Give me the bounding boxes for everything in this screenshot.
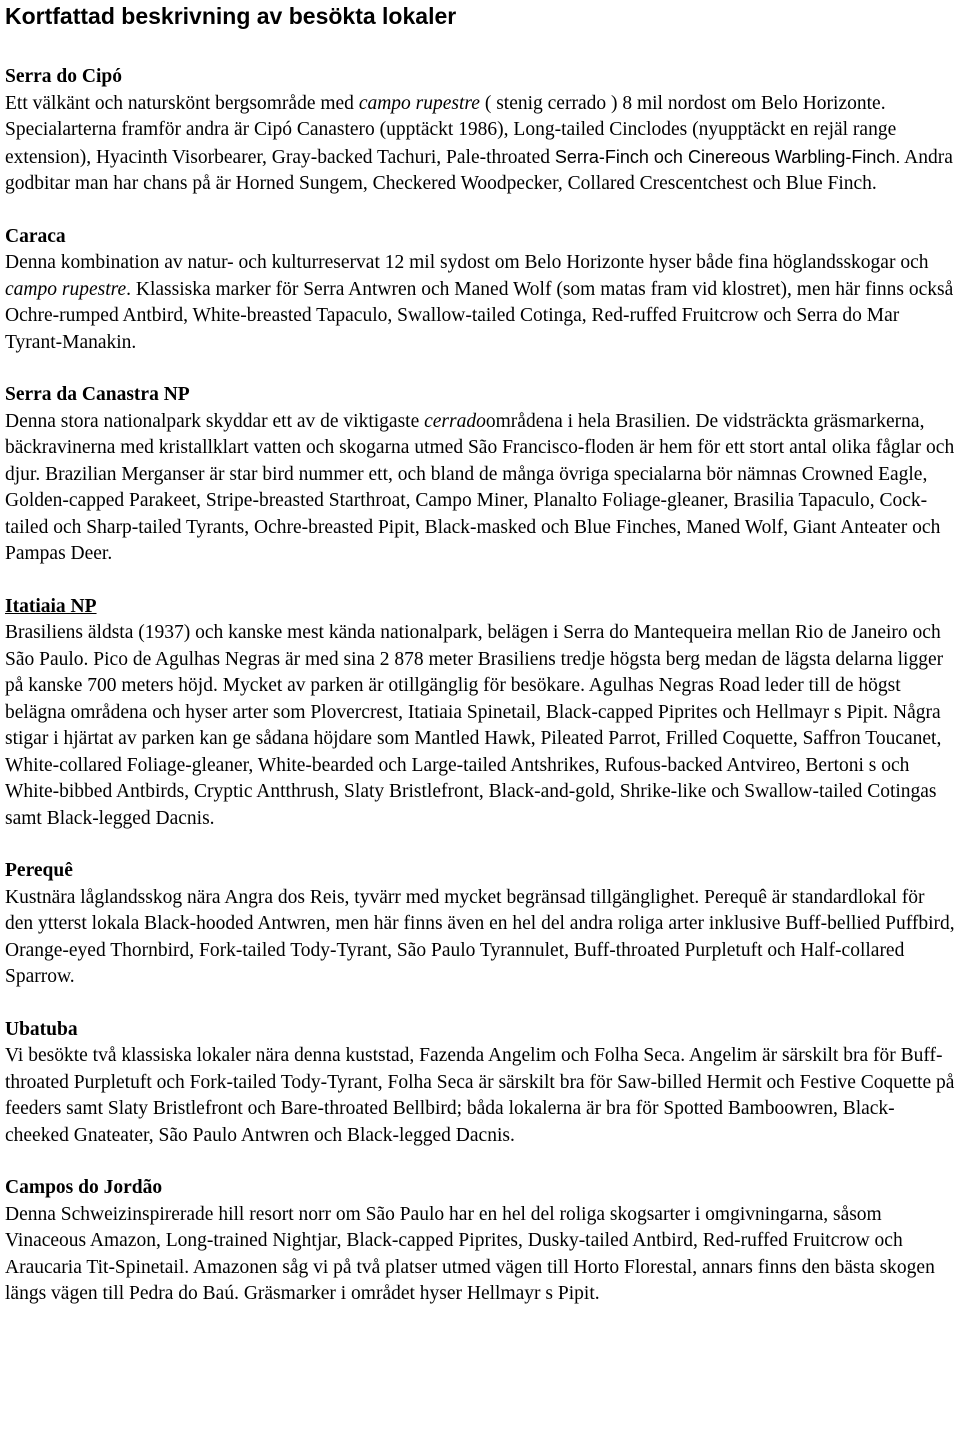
- text-run: Denna kombination av natur- och kulturreservat 12 mil sydost om Belo Horizonte hyser både fina höglandsskogar och: [5, 252, 929, 273]
- text-run: Serra-Finch och Cinereous Warbling-Finch.: [554, 146, 901, 167]
- text-run: . Klassiska marker för Serra Antwren och Maned Wolf (som matas fram vid klostret), men här finns också Ochre-rumped Antbird, White-breasted Tapaculo, Swallow-tailed Cotinga, Red-ruffed Fruitcrow och Serra do Mar Tyrant-Manakin.: [5, 278, 954, 353]
- section-body: [5, 409, 957, 568]
- section-body: [5, 885, 957, 991]
- text-run: campo rupestre: [5, 278, 127, 300]
- section: [5, 594, 957, 833]
- text-run: cerrado: [424, 410, 486, 432]
- section-body: [5, 620, 957, 832]
- section-heading: Campos do Jordão: [5, 1177, 163, 1198]
- text-run: Denna stora nationalpark skyddar ett av de viktigaste: [5, 410, 425, 432]
- sections-container: [5, 64, 957, 1308]
- section: [5, 382, 957, 568]
- section: [5, 1017, 957, 1150]
- document-title: Kortfattad beskrivning av besökta lokaler: [5, 3, 457, 29]
- text-run: Kustnära låglandsskog nära Angra dos Reis, tyvärr med mycket begränsad tillgänglighet. Perequê är standardlokal för den ytterst lokala Black-hooded Antwren, men här finns även en hel del andra roliga arter inklusive Buff-bellied Puffbird, Orange-eyed Thornbird, Fork-tailed Tody-Tyrant, São Paulo Tyrannulet, Buff-throated Purpletuft och Half-collared Sparrow.: [5, 886, 955, 987]
- section-heading: Serra da Canastra NP: [5, 384, 190, 405]
- text-run: ( stenig cerrado ) 8 mil nordost om Belo Horizonte. Specialarterna framför andra är Cipó Canastero (upptäckt 1986), Long-tailed Cinclodes (nyupptäckt en rejäl range extension), Hyacinth Visorbearer, Gray-backed Tachuri, Pale-throated: [5, 92, 897, 168]
- section-body: [5, 1043, 957, 1149]
- section: [5, 64, 957, 198]
- text-run: campo rupestre: [358, 92, 480, 114]
- section-heading: Caraca: [5, 225, 66, 247]
- section-heading: Ubatuba: [5, 1018, 78, 1040]
- text-run: Denna Schweizinspirerade hill resort norr om São Paulo har en hel del roliga skogsarter i omgivningarna, såsom Vinaceous Amazon, Long-trained Nightjar, Black-capped Piprites, Dusky-tailed Antbird, Red-ruffed Fruitcrow och Araucaria Tit-Spinetail. Amazonen såg vi på två platser utmed vägen till Horto Florestal, annars finns den bästa skogen längs vägen till Pedra do Baú. Gräsmarker i området hyser Hellmayr s Pipit.: [5, 1203, 935, 1304]
- section-heading: Perequê: [5, 860, 73, 881]
- section: [5, 1175, 957, 1308]
- text-run: områdena i hela Brasilien. De vidsträckta gräsmarkerna, bäckravinerna med kristallklart vatten och skogarna utmed São Francisco-floden är hem för ett stort antal olika fåglar och djur. Brazilian Merganser är star bird nummer ett, och bland de många övriga specialarna bör nämnas Crowned Eagle, Golden-capped Parakeet, Stripe-breasted Starthroat, Campo Miner, Planalto Foliage-gleaner, Brasilia Tapaculo, Cock-tailed och Sharp-tailed Tyrants, Ochre-breasted Pipit, Black-masked och Blue Finches, Maned Wolf, Giant Anteater och Pampas Deer.: [5, 410, 955, 564]
- text-run: Ett välkänt och naturskönt bergsområde med: [5, 92, 359, 114]
- section-body: [5, 250, 957, 356]
- text-run: Brasiliens äldsta (1937) och kanske mest kända nationalpark, belägen i Serra do Mantequeira mellan Rio de Janeiro och São Paulo. Pico de Agulhas Negras är med sina 2 878 meter Brasiliens tredje högsta berg medan de lägsta delarna ligger på kanske 700 meters höjd. Mycket av parken är otillgänglig för besökare. Agulhas Negras Road leder till de högst belägna områdena och hyser arter som Plovercrest, Itatiaia Spinetail, Black-capped Piprites och Hellmayr s Pipit. Några stigar i hjärtat av parken kan ge sådana höjdare som Mantled Hawk, Pileated Parrot, Frilled Coquette, Saffron Toucanet, White-collared Foliage-gleaner, White-bearded och Large-tailed Antshrikes, Rufous-backed Antvireo, Bertoni s och White-bibbed Antbirds, Cryptic Antthrush, Slaty Bristlefront, Black-and-gold, Shrike-like och Swallow-tailed Cotingas samt Black-legged Dacnis.: [5, 622, 944, 829]
- section-heading: Serra do Cipó: [5, 66, 122, 87]
- text-run: Vi besökte två klassiska lokaler nära denna kuststad, Fazenda Angelim och Folha Seca. Angelim är särskilt bra för Buff-throated Purpletuft och Fork-tailed Tody-Tyrant, Folha Seca är särskilt bra för Saw-billed Hermit och Festive Coquette på feeders samt Slaty Bristlefront och Bare-throated Bellbird; båda lokalerna är bra för Spotted Bamboowren, Black-cheeked Gnateater, São Paulo Antwren och Black-legged Dacnis.: [5, 1045, 955, 1146]
- document-page: [5, 0, 957, 1308]
- text-run: Andra godbitar man har chans på är Horned Sungem, Checkered Woodpecker, Collared Crescentchest och Blue Finch.: [5, 146, 953, 194]
- section-heading: Itatiaia NP: [5, 595, 97, 617]
- section-body: [5, 91, 957, 198]
- section: [5, 858, 957, 991]
- section: [5, 224, 957, 357]
- section-body: [5, 1202, 957, 1308]
